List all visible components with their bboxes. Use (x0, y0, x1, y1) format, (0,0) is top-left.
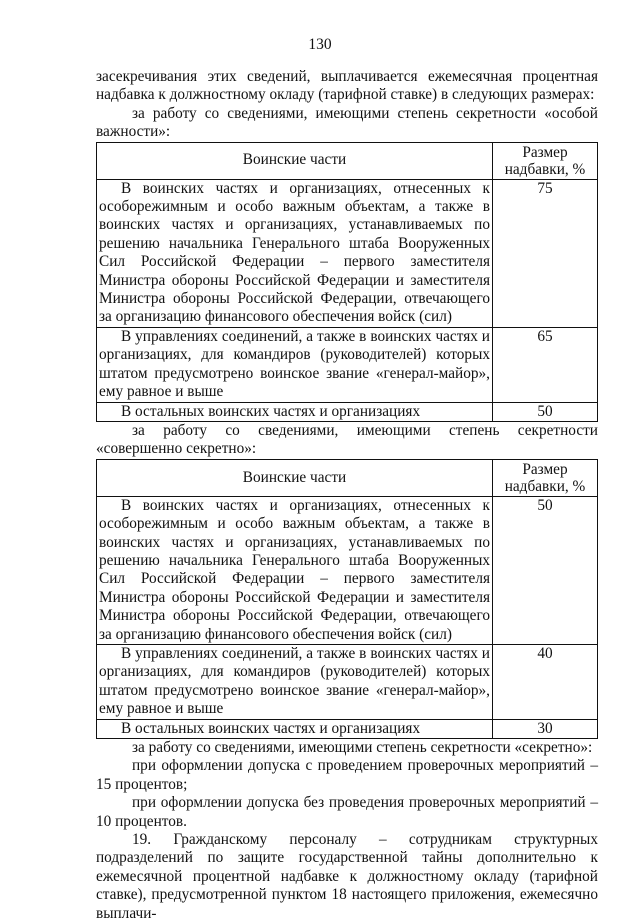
item-with-checks: при оформлении допуска с проведением проверочных мероприятий – 15 процентов; (96, 757, 598, 793)
table-row (97, 644, 598, 719)
row-description: В остальных воинских частях и организациях (97, 719, 493, 738)
column-header-allowance-size: Размер надбавки, % (493, 459, 598, 496)
row-allowance-value: 65 (493, 327, 598, 402)
row-description: В воинских частях и организациях, отнесенных к особорежимным и особо важным объектам, а также в воинских частях и организациях, устанавливаемых по решению начальника Генерального штаба Вооруженных Сил Российской Федерации – первого заместителя Министра обороны Российской Федерации и заместителя Министра обороны Российской Федерации, отвечающего за организацию финансового обеспечения войск (сил) (97, 179, 493, 327)
section-heading-special-importance: за работу со сведениями, имеющими степень секретности «особой важности»: (96, 104, 598, 141)
section-heading-secret: за работу со сведениями, имеющими степень секретности «секретно»: (132, 739, 593, 756)
row-allowance-value: 30 (493, 719, 598, 738)
row-description: В управлениях соединений, а также в воинских частях и организациях, для командиров (руководителей) которых штатом предусмотрено воинское звание «генерал-майор», ему равное и выше (97, 327, 493, 402)
table-row (97, 496, 598, 644)
table-header-row (97, 459, 598, 496)
page-content (96, 68, 598, 923)
row-allowance-value: 75 (493, 179, 598, 327)
table-row (97, 719, 598, 738)
table-row (97, 179, 598, 327)
paragraph-19: 19. Гражданскому персоналу – сотрудникам структурных подразделений по защите государственной тайны дополнительно к ежемесячной процентной надбавке к должностному окладу (тарифной ставке), предусмотренной пунктом 18 настоящего приложения, ежемесячно выплачи- (96, 831, 598, 922)
column-header-military-units: Воинские части (97, 459, 493, 496)
row-description: В управлениях соединений, а также в воинских частях и организациях, для командиров (руководителей) которых штатом предусмотрено воинское звание «генерал-майор», ему равное и выше (97, 644, 493, 719)
section-heading-top-secret: за работу со сведениями, имеющими степень секретности «совершенно секретно»: (96, 421, 598, 458)
row-description: В воинских частях и организациях, отнесенных к особорежимным и особо важным объектам, а также в воинских частях и организациях, устанавливаемых по решению начальника Генерального штаба Вооруженных Сил Российской Федерации – первого заместителя Министра обороны Российской Федерации и заместителя Министра обороны Российской Федерации, отвечающего за организацию финансового обеспечения войск (сил) (97, 496, 493, 644)
row-allowance-value: 50 (493, 402, 598, 421)
row-allowance-value: 50 (493, 496, 598, 644)
row-allowance-value: 40 (493, 644, 598, 719)
intro-paragraph: засекречивания этих сведений, выплачивается ежемесячная процентная надбавка к должностному окладу (тарифной ставке) в следующих размерах: (96, 68, 598, 104)
page-number: 130 (308, 36, 332, 53)
table-header-row (97, 142, 598, 179)
table-row (97, 402, 598, 421)
allowance-table-top-secret (96, 459, 598, 739)
table-row (97, 327, 598, 402)
item-without-checks: при оформлении допуска без проведения проверочных мероприятий – 10 процентов. (96, 794, 598, 830)
allowance-table-special-importance (96, 142, 598, 422)
row-description: В остальных воинских частях и организациях (97, 402, 493, 421)
column-header-allowance-size: Размер надбавки, % (493, 142, 598, 179)
column-header-military-units: Воинские части (97, 142, 493, 179)
